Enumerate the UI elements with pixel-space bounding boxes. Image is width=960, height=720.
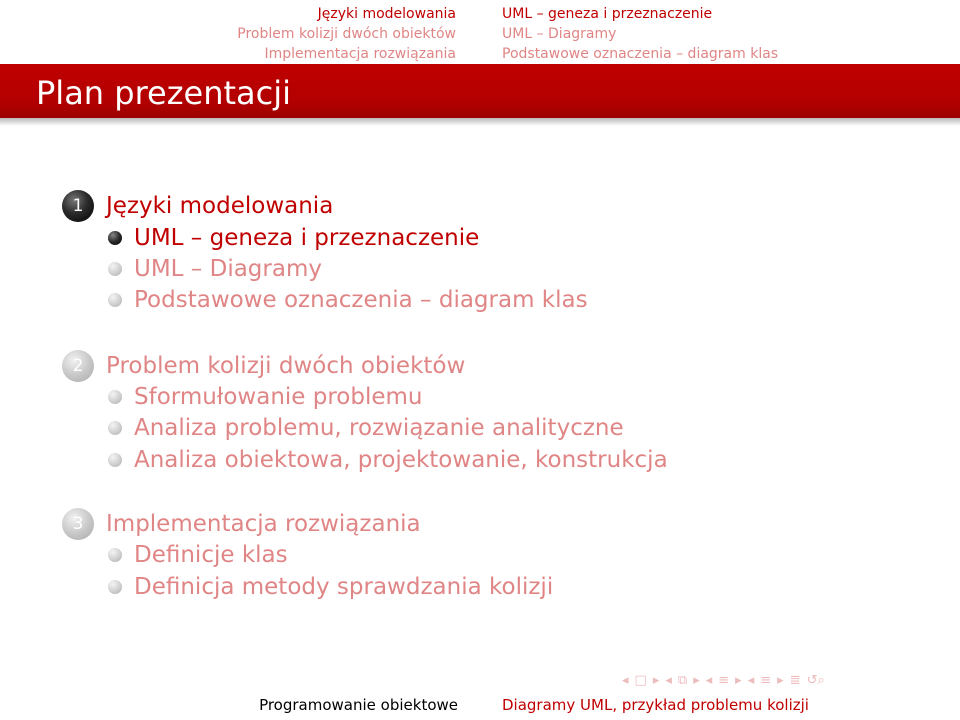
header-sections bbox=[237, 4, 456, 64]
toc-subsection-label: UML – geneza i przeznaczenie bbox=[134, 225, 480, 251]
title-bar-shadow bbox=[0, 118, 960, 126]
frame-box-icon: □ bbox=[634, 672, 647, 688]
bullet-icon bbox=[108, 453, 122, 467]
toc-subsection-label: Definicje klas bbox=[134, 542, 288, 568]
header-subsection-uml-diagramy[interactable]: UML – Diagramy bbox=[502, 26, 617, 42]
bullet-icon bbox=[108, 390, 122, 404]
toc-subsection-3-1[interactable] bbox=[108, 540, 288, 570]
toc-subsection-label: Analiza obiektowa, projektowanie, konstrukcja bbox=[134, 447, 668, 473]
toc-subsection-2-1[interactable] bbox=[108, 382, 423, 412]
next-section-icon[interactable]: ▸ bbox=[777, 672, 784, 688]
footer-presentation-title: Diagramy UML, przykład problemu kolizji bbox=[502, 696, 809, 714]
header-section-problem-kolizji[interactable]: Problem kolizji dwóch obiektów bbox=[237, 26, 456, 42]
prev-subsection-icon[interactable]: ◂ bbox=[705, 672, 713, 688]
toc-section-3[interactable] bbox=[62, 508, 421, 540]
toc-section-label: Problem kolizji dwóch obiektów bbox=[106, 353, 466, 379]
toc-subsection-2-2[interactable] bbox=[108, 413, 624, 443]
toc-subsection-label: Sformułowanie problemu bbox=[134, 384, 423, 410]
bullet-icon bbox=[108, 262, 122, 276]
footer-right bbox=[480, 694, 960, 720]
toc-subsection-label: Analiza problemu, rozwiązanie analityczne bbox=[134, 415, 624, 441]
toc-subsection-3-2[interactable] bbox=[108, 572, 553, 602]
toc-subsection-label: Podstawowe oznaczenia – diagram klas bbox=[134, 287, 588, 313]
next-frame-icon[interactable]: ▸ bbox=[693, 672, 700, 688]
search-icon[interactable]: ↺⌕ bbox=[806, 672, 825, 688]
frame-title: Plan prezentacji bbox=[36, 74, 291, 112]
toc-section-label: Języki modelowania bbox=[106, 193, 334, 219]
footer-course-title: Programowanie obiektowe bbox=[259, 696, 458, 714]
align-icon[interactable]: ≣ bbox=[789, 672, 801, 688]
toc-subsection-1-2[interactable] bbox=[108, 254, 322, 284]
bullet-icon bbox=[108, 293, 122, 307]
bullet-icon bbox=[108, 231, 122, 245]
toc-subsection-2-3[interactable] bbox=[108, 445, 668, 475]
section-number-ball: 3 bbox=[62, 508, 94, 540]
toc-subsection-label: UML – Diagramy bbox=[134, 256, 322, 282]
prev-slide-icon[interactable]: ◂ bbox=[622, 672, 629, 688]
bullet-icon bbox=[108, 421, 122, 435]
header-section-implementacja[interactable]: Implementacja rozwiązania bbox=[264, 46, 456, 62]
subsection-icon: ≡ bbox=[718, 672, 730, 688]
bullet-icon bbox=[108, 548, 122, 562]
section-icon: ≡ bbox=[760, 672, 772, 688]
header-subsection-podstawowe-oznaczenia[interactable]: Podstawowe oznaczenia – diagram klas bbox=[502, 46, 779, 62]
toc-subsection-1-1[interactable] bbox=[108, 223, 479, 253]
next-slide-icon[interactable]: ▸ bbox=[652, 672, 660, 688]
frame-stack-icon: ⧉ bbox=[677, 672, 688, 688]
prev-frame-icon[interactable]: ◂ bbox=[665, 672, 672, 688]
next-subsection-icon[interactable]: ▸ bbox=[735, 672, 742, 688]
header-subsections bbox=[502, 4, 778, 64]
header-section-jezyki-modelowania[interactable]: Języki modelowania bbox=[317, 6, 456, 22]
prev-section-icon[interactable]: ◂ bbox=[747, 672, 755, 688]
section-number-ball: 2 bbox=[62, 350, 94, 382]
navigation-symbols bbox=[622, 670, 954, 690]
header-navigation bbox=[0, 0, 960, 64]
toc-section-2[interactable] bbox=[62, 350, 465, 382]
footer-left bbox=[0, 694, 480, 720]
toc-subsection-1-3[interactable] bbox=[108, 285, 588, 315]
toc-section-label: Implementacja rozwiązania bbox=[106, 511, 421, 537]
header-subsection-uml-geneza[interactable]: UML – geneza i przeznaczenie bbox=[502, 6, 713, 22]
bullet-icon bbox=[108, 580, 122, 594]
section-number-ball: 1 bbox=[62, 190, 94, 222]
toc-section-1[interactable] bbox=[62, 190, 333, 222]
toc-subsection-label: Definicja metody sprawdzania kolizji bbox=[134, 574, 554, 600]
